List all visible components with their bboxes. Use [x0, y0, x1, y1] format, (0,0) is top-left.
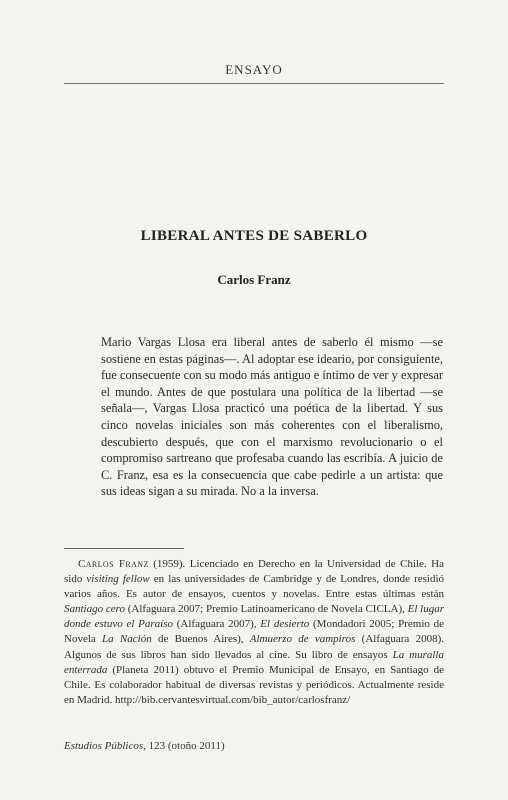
- footnote-text: de Buenos Aires),: [151, 633, 250, 646]
- footnote-author-name: Carlos Franz: [78, 558, 149, 570]
- journal-name: Estudios Públicos: [64, 740, 144, 752]
- footnote-text: (Planeta 2011) obtuvo el Premio Municipal de Ensayo, en Santiago de Chile. Es colaborador habitual de diversas revistas y periódicos. Actualmente reside en Madrid. http://bib.cervantesvirtual.com/bib_autor/carlosfranz/: [64, 663, 444, 706]
- footnote-rule: [64, 548, 184, 549]
- footnote-text: (Alfaguara 2007; Premio Latinoamericano de Novela CICLA),: [125, 603, 408, 616]
- footnote-italic: Almuerzo de vampiros: [249, 633, 356, 646]
- footnote-italic: El lugar donde estuvo el Paraíso: [64, 603, 444, 631]
- issue-info: , 123 (otoño 2011): [143, 740, 225, 752]
- page-folio: [64, 740, 225, 752]
- abstract-paragraph: Mario Vargas Llosa era liberal antes de saberlo él mismo —se sostiene en estas páginas—. Al adoptar ese ideario, por consiguiente, fue consecuente con su modo más antiguo e íntimo de ver y expresar el mundo. Antes de que postulara una política de la libertad —se señala—, Vargas Llosa practicó una poética de la libertad. Y sus cinco novelas iniciales son más coherentes con el liberalismo, descubierto después, que con el marxismo revolucionario o el compromiso sartreano que profesaba cuando las escribía. A juicio de C. Franz, esa es la consecuencia que cabe pedirle a un artista: que sus ideas sigan a su mirada. No a la inversa.: [101, 335, 443, 499]
- author-footnote: [64, 557, 444, 708]
- footnote-italic: La Nación: [102, 633, 152, 646]
- footnote-text: (1959). Licenciado en Derecho en la Universidad de Chile. Ha sido: [64, 558, 444, 586]
- footnote-italic: Santiago cero: [64, 603, 126, 616]
- footnote-italic: visiting fellow: [86, 573, 150, 586]
- footnote-italic: El desierto: [260, 618, 310, 631]
- header-rule: [64, 83, 444, 84]
- footnote-italic: La muralla enterrada: [64, 648, 444, 676]
- running-head: ENSAYO: [225, 62, 283, 77]
- footnote-text: (Alfaguara 2007),: [173, 618, 261, 631]
- footnote-text: (Alfaguara 2008). Algunos de sus libros han sido llevados al cine. Su libro de ensayos: [64, 633, 444, 661]
- article-title: LIBERAL ANTES DE SABERLO: [140, 228, 368, 244]
- footnote-text: en las universidades de Cambridge y de Londres, donde residió varios años. Es autor de ensayos, cuentos y novelas. Entre estas últimas están: [64, 573, 445, 601]
- article-author: Carlos Franz: [217, 272, 291, 287]
- footnote-text: (Mondadori 2005; Premio de Novela: [64, 618, 445, 646]
